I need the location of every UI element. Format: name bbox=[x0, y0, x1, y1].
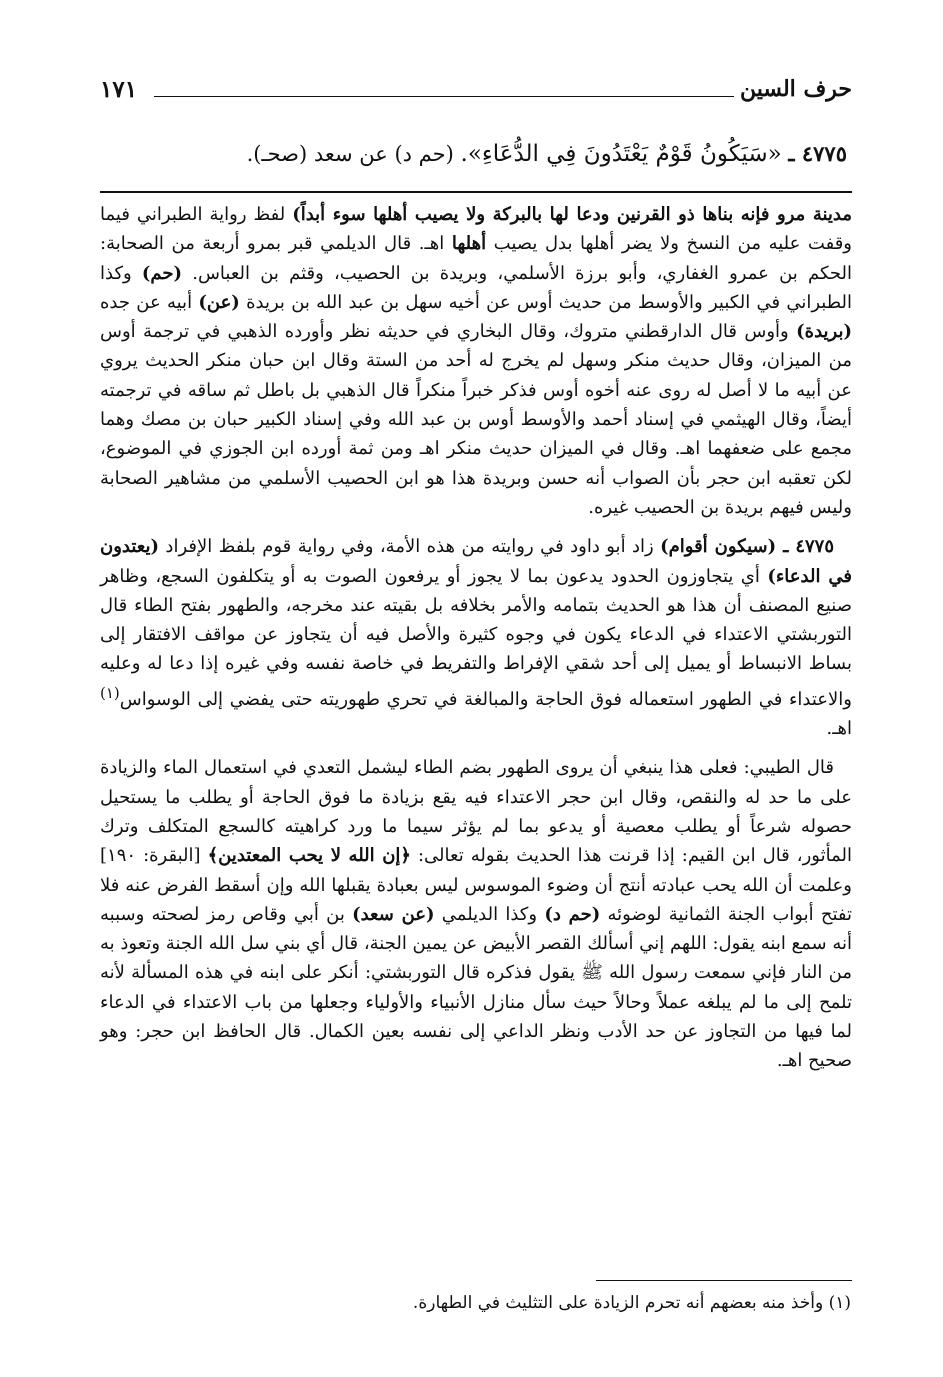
text-run: لفظ رواية الطبراني فيما وقفت عليه من النسخ ولا يضر أهلها بدل يصيب bbox=[100, 204, 852, 255]
text-run: [البقرة: ١٩٠] وعلمت أن الله يحب عبادته أنتج أن وضوء الموسوس ليس بعبادة يقبلها الله وإن أسقط الفرض عنه فلا تفتح أبواب الجنة الثمانية لوضوئه bbox=[100, 845, 853, 925]
hadith-text bbox=[87, 134, 847, 174]
bold-phrase: (عن سعد) bbox=[352, 903, 435, 925]
commentary-paragraph bbox=[100, 200, 852, 522]
page-header bbox=[100, 74, 852, 108]
commentary-paragraph bbox=[100, 532, 852, 743]
text-run: وكذا الديلمي bbox=[434, 903, 545, 925]
page-number: ١٧١ bbox=[100, 76, 138, 103]
footnote-rule bbox=[596, 1280, 852, 1281]
bold-phrase: مدينة مرو فإنه بناها ذو القرنين ودعا لها بالبركة ولا يصيب أهلها سوء أبداً) bbox=[292, 204, 852, 225]
text-run: وكذا الطبراني في الكبير والأوسط من حديث أوس عن أخيه سهل بن عبد الله بن بريدة bbox=[100, 262, 852, 313]
commentary-paragraph bbox=[100, 753, 852, 1075]
footnote: (١) وأخذ منه بعضهم أنه تحرم الزيادة على التثليث في الطهارة. bbox=[412, 1293, 851, 1313]
chapter-title: حرف السين bbox=[739, 76, 852, 102]
bold-phrase: (حم) bbox=[141, 262, 183, 284]
bold-phrase: (يعتدون في الدعاء) bbox=[100, 536, 853, 587]
hadith-source: (حم د) عن سعد (صحـ). bbox=[246, 142, 454, 166]
footnote-marker: (١) bbox=[100, 683, 120, 702]
section-divider bbox=[100, 191, 852, 193]
header-rule bbox=[154, 96, 734, 97]
text-run: زاد أبو داود في روايته من هذه الأمة، وفي رواية قوم بلفظ الإفراد bbox=[159, 536, 661, 558]
text-run: اهـ. قال الديلمي قبر بمرو أربعة من الصحابة: الحكم بن عمرو الغفاري، وأبو برزة الأسلمي، وبريدة بن الحصيب، وقثم بن العباس. bbox=[100, 233, 852, 284]
bold-phrase: (عن) bbox=[198, 291, 240, 313]
text-run: قال الطيبي: فعلى هذا ينبغي أن يروى الطهور بضم الطاء ليشمل التعدي في استعمال الماء والزيادة على ما حد له والنقص، وقال ابن حجر الاعتداء فيه يقع بزيادة ما فوق الحاجة أو يطلب ما يستحيل حصوله شرعاً أو يطلب معصية أو يدعو بما لم يؤثر سيما ما ورد كراهيته كالسجع المتكلف وترك المأثور، قال ابن القيم: إذا قرنت هذا الحديث بقوله تعالى: bbox=[100, 757, 852, 867]
bold-phrase: (بريدة) bbox=[796, 321, 852, 343]
text-run: وأوس قال الدارقطني متروك، وقال البخاري في حديثه نظر وأورده الذهبي في ترجمة أوس من الميزان، وقال حديث منكر وسهل لم يخرج له أحد من الستة وقال ابن حبان منكر الحديث يروي عن أبيه ما لا أصل له روى عنه أخوه أوس فذكر خبراً منكراً قال الذهبي بل باطل ثم ساقه في ترجمته أيضاً، وقال الهيثمي في إسناد أحمد والأوسط أوس بن عبد الله وفي إسناد الكبير حبان بن مصك وهما مجمع على ضعفهما اهـ. وقال في الميزان حديث منكر اهـ ومن ثمة أورده ابن الجوزي في الموضوع، لكن تعقبه ابن حجر بأن الصواب أنه حسن وبريدة هذا هو ابن الحصيب الأسلمي من مشاهير الصحابة وليس فيهم بريدة بن الحصيب غيره. bbox=[100, 321, 852, 518]
hadith-matn: «سَيَكُونُ قَوْمٌ يَعْتَدُونَ فِي الدُّعَاءِ». bbox=[460, 141, 782, 167]
text-run: اهـ. bbox=[826, 718, 852, 740]
commentary-body bbox=[100, 200, 852, 1076]
quran-quote: ﴿إن الله لا يحب المعتدين﴾ bbox=[207, 845, 411, 867]
bold-phrase: ٤٧٧٥ ـ (سيكون أقوام) bbox=[660, 536, 834, 558]
text-run: بن أبي وقاص رمز لصحته وسببه أنه سمع ابنه يقول: اللهم إني أسألك القصر الأبيض عن يمين الجنة، قال أي بني سل الله الجنة وتعوذ به من النار فإني سمعت رسول الله ﷺ يقول فذكره قال التوربشتي: أنكر على ابنه في هذه المسألة لأنه تلمح إلى ما لم يبلغه عملاً وحالاً حيث سأل منازل الأنبياء والأولياء وجعلها من باب الاعتداء في الدعاء لما فيها من التجاوز عن حد الأدب ونظر الداعي إلى نفسه بعين الكمال. قال الحافظ ابن حجر: وهو صحيح اهـ. bbox=[100, 903, 852, 1072]
hadith-number: ٤٧٧٥ ـ bbox=[788, 141, 847, 166]
bold-phrase: (حم د) bbox=[544, 903, 601, 925]
bold-phrase: أهلها bbox=[451, 233, 487, 255]
text-run: أبيه عن جده bbox=[100, 291, 199, 313]
text-run: أي يتجاوزون الحدود يدعون بما لا يجوز أو يرفعون الصوت به أو يتكلفون السجع، وظاهر صنيع المصنف أن هذا هو الحديث بتمامه والأمر بخلافه بل بقيته عند مخرجه، والطهور بفتح الطاء قال التوربشتي الاعتداء في الدعاء يكون في وجوه كثيرة والأصل فيه أن يتجاوز عن مواقف الافتقار إلى بساط الانبساط أو يميل إلى أحد شقي الإفراط والتفريط في خاصة نفسه وفي غيره إذا دعا له وعليه والاعتداء في الطهور استعماله فوق الحاجة والمبالغة في تحري طهوريته حتى يفضي إلى الوسواس bbox=[100, 565, 852, 710]
